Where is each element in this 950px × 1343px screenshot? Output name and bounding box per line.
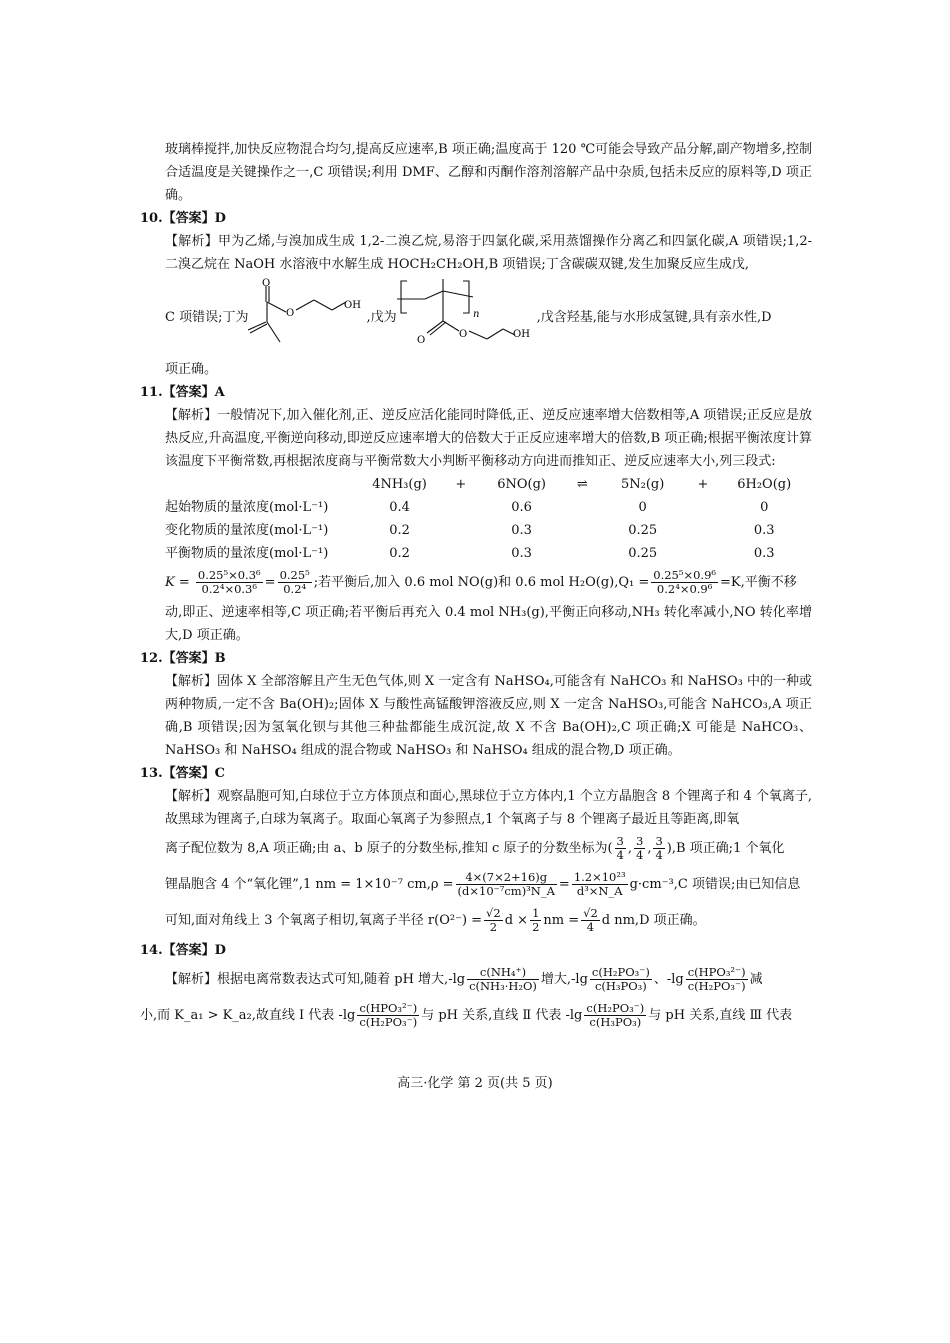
fraction: $\frac{\text{c(HPO₃²⁻)}}{\text{c(H₂PO₃⁻)}}$ — [687, 965, 746, 993]
fraction: $\frac{√2}{2}$ — [486, 906, 501, 934]
product-n2: 5N₂(g) — [621, 477, 665, 492]
table-row-equilibrium — [165, 542, 812, 565]
cell-value: 0.3 — [753, 523, 775, 538]
methacrylate-ester-structure — [248, 278, 366, 356]
page-footer: 高三·化学 第 2 页(共 5 页) — [397, 1076, 553, 1091]
fraction: $\frac{\text{c(NH₄⁺)}}{\text{c(NH₃·H₂O)}}$ — [469, 965, 537, 993]
q12-answer: 12.【答案】B — [140, 651, 226, 666]
q12-analysis: 【解析】固体 X 全部溶解且产生无色气体,则 X 一定含有 NaHSO₄,可能含有 NaHCO₃ 和 NaHSO₃ 中的一种或两种物质,一定不含 Ba(OH)₂;固体 X 与酸性高锰酸钾溶液反应,则 X 一定含 NaHSO₃,可能含 NaHCO₃,A 项正确,B 项错误;因为氢氧化钡与其他三种盐都能生成沉淀,故 X 不含 Ba(OH)₂,C 项正确;X 可能是 NaHCO₃、NaHSO₃ 和 NaHSO₄ 组成的混合物或 NaHSO₃ 和 NaHSO₄ 组成的混合物,D 项正确。 — [165, 674, 812, 758]
k-symbol: K = — [165, 575, 190, 590]
q10-text-c: C 项错误;丁为 — [165, 309, 249, 325]
q10-structure-line — [140, 276, 812, 358]
q13-line2: 离子配位数为 8,A 项正确;由 a、b 原子的分数坐标,推知 c 原子的分数坐标为( $\frac{3}{4}$ , $\frac{3}{4}$ , $\frac{3}{4}$ ),B 项正确;1 个氧化 — [165, 834, 785, 862]
q11-k-formula: K = $\frac{\text{0.25⁵×0.3⁶}}{\text{0.2⁴×0.3⁶}}$ = $\frac{\text{0.25⁵}}{\text{0.2⁴}}$ ;若平衡后,加入 0.6 mol NO(g)和 0.6 mol H₂O(g),Q₁ = $\frac{\text{0.25⁵×0.9⁶}}{\text{0.2⁴×0.9⁶}}$ =K,平衡不移 — [165, 568, 797, 596]
fraction: $\frac{\text{c(H₂PO₃⁻)}}{\text{c(H₃PO₃)}}$ — [591, 965, 650, 993]
q14-line2: 小,而 K_a₁ > K_a₂,故直线 Ⅰ 代表 -lg $\frac{\text{c(HPO₃²⁻)}}{\text{c(H₂PO₃⁻)}}$ 与 pH 关系,直线 Ⅱ 代表 -lg $\frac{\text{c(H₂PO₃⁻)}}{\text{c(H₃PO₃)}}$ 与 pH 关系,直线 Ⅲ 代表 — [140, 1001, 793, 1029]
cell-value: 0.4 — [389, 500, 410, 515]
q11-answer: 11.【答案】A — [140, 385, 225, 400]
fraction: $\frac{\text{1.2×10²³}}{\text{d³×N\_A}}$ — [573, 870, 626, 898]
intro-paragraph: 玻璃棒搅拌,加快反应物混合均匀,提高反应速率,B 项正确;温度高于 120 ℃可能会导致产品分解,副产物增多,控制合适温度是关键操作之一,C 项错误;利用 DMF、乙醇和丙酮作溶剂溶解产品中杂质,包括未反应的原料等,D 项正确。 — [165, 142, 812, 203]
q14-line1: 【解析】根据电离常数表达式可知,随着 pH 增大,-lg $\frac{\text{c(NH₄⁺)}}{\text{c(NH₃·H₂O)}}$ 增大,-lg $\frac{\text{c(H₂PO₃⁻)}}{\text{c(H₃PO₃)}}$ 、-lg $\frac{\text{c(HPO₃²⁻)}}{\text{c(H₂PO₃⁻)}}$ 减 — [165, 965, 763, 993]
fraction: $\frac{1}{2}$ — [532, 906, 540, 934]
cell-value: 0.25 — [628, 546, 658, 561]
polymer-ester-o-label: O — [458, 329, 467, 340]
polymer-carbonyl-o-label: O — [416, 335, 425, 346]
q10-text-wu-property: ,戊含羟基,能与水形成氢键,具有亲水性,D — [536, 309, 772, 325]
fraction: $\frac{\text{0.25⁵×0.3⁶}}{\text{0.2⁴×0.3⁶}}$ — [197, 568, 261, 596]
q10-answer: 10.【答案】D — [140, 211, 226, 226]
plus-sign: + — [697, 477, 709, 492]
equilibrium-arrow: ⇌ — [576, 477, 588, 492]
q13-answer: 13.【答案】C — [140, 766, 225, 781]
plus-sign: + — [455, 477, 467, 492]
q11-conclusion: 动,即正、逆速率相等,C 项正确;若平衡后再充入 0.4 mol NH₃(g),平衡正向移动,NH₃ 转化率减小,NO 转化率增大,D 项正确。 — [165, 605, 812, 643]
cell-value: 0 — [638, 500, 647, 515]
fraction: $\frac{\text{0.25⁵}}{\text{0.2⁴}}$ — [279, 568, 310, 596]
cell-value: 0 — [760, 500, 769, 515]
q11-analysis: 【解析】一般情况下,加入催化剂,正、逆反应活化能同时降低,正、逆反应速率增大倍数相等,A 项错误;正反应是放热反应,升高温度,平衡逆向移动,即逆反应速率增大的倍数大于正反应速率增大的倍数,B 项正确;根据平衡浓度计算该温度下平衡常数,再根据浓度商与平衡常数大小判断平衡移动方向进而推知正、逆反应速率大小,列三段式: — [165, 408, 812, 469]
ester-carbonyl-o-label: O — [262, 278, 271, 289]
polymer-hydroxyl-label: OH — [512, 329, 530, 340]
cell-value: 0.25 — [628, 523, 658, 538]
cell-value: 0.2 — [389, 523, 410, 538]
fraction: $\frac{\text{0.25⁵×0.9⁶}}{\text{0.2⁴×0.9⁶}}$ — [653, 568, 717, 596]
fraction: $\frac{\text{c(H₂PO₃⁻)}}{\text{c(H₃PO₃)}}$ — [586, 1001, 645, 1029]
q13-analysis: 【解析】观察晶胞可知,白球位于立方体顶点和面心,黑球位于立方体内,1 个立方晶胞含 8 个锂离子和 4 个氧离子,故黑球为锂离子,白球为氧离子。取面心氧离子为参照点,1 个氧离子与 8 个锂离子最近且等距离,即氧 — [165, 789, 813, 827]
q10-conclusion: 项正确。 — [165, 362, 218, 377]
q14-answer: 14.【答案】D — [140, 943, 226, 958]
q13-line4: 可知,面对角线上 3 个氧离子相切,氧离子半径 r(O²⁻) = $\frac{√2}{2}$ d × $\frac{1}{2}$ nm = $\frac{√2}{4}$ d nm,D 项正确。 — [165, 906, 706, 934]
equation-row — [165, 473, 812, 496]
table-row-change — [165, 519, 812, 542]
q10-text-wu: ,戊为 — [366, 309, 397, 325]
product-h2o: 6H₂O(g) — [737, 477, 792, 492]
polymer-structure — [397, 277, 537, 357]
fraction: $\frac{3}{4}$ — [616, 834, 624, 862]
three-stage-table — [165, 473, 812, 565]
ester-o-label: O — [286, 308, 295, 319]
fraction: $\frac{3}{4}$ — [636, 834, 644, 862]
row-label: 起始物质的量浓度(mol·L⁻¹) — [165, 500, 329, 515]
cell-value: 0.3 — [511, 546, 532, 561]
fraction: $\frac{4\times(7\times 2+16)g}{\text{(d×10⁻⁷cm)³N\_A}}$ — [457, 870, 555, 898]
cell-value: 0.2 — [389, 546, 410, 561]
fraction: $\frac{√2}{4}$ — [583, 906, 598, 934]
reactant-nh3: 4NH₃(g) — [372, 477, 427, 492]
q10-analysis: 【解析】甲为乙烯,与溴加成生成 1,2-二溴乙烷,易溶于四氯化碳,采用蒸馏操作分离乙和四氯化碳,A 项错误;1,2-二溴乙烷在 NaOH 水溶液中水解生成 HOCH₂CH₂OH,B 项错误;丁含碳碳双键,发生加聚反应生成戊, — [165, 234, 812, 272]
q13-line3: 锂晶胞含 4 个“氧化锂”,1 nm = 1×10⁻⁷ cm,ρ = $\frac{4\times(7\times 2+16)g}{\text{(d×10⁻⁷cm)³N\_A}}$ = $\frac{\text{1.2×10²³}}{\text{d³×N\_A}}$ g·cm⁻³,C 项错误;由已知信息 — [165, 870, 801, 898]
table-row-initial — [165, 496, 812, 519]
row-label: 变化物质的量浓度(mol·L⁻¹) — [165, 523, 329, 538]
fraction: $\frac{\text{c(HPO₃²⁻)}}{\text{c(H₂PO₃⁻)}}$ — [359, 1001, 418, 1029]
cell-value: 0.6 — [511, 500, 532, 515]
fraction: $\frac{3}{4}$ — [655, 834, 663, 862]
cell-value: 0.3 — [753, 546, 775, 561]
reactant-no: 6NO(g) — [497, 477, 546, 492]
cell-value: 0.3 — [511, 523, 532, 538]
page-content — [140, 138, 812, 1034]
polymer-n-label: n — [472, 309, 480, 320]
hydroxyl-label: OH — [344, 300, 362, 311]
row-label: 平衡物质的量浓度(mol·L⁻¹) — [165, 546, 329, 561]
